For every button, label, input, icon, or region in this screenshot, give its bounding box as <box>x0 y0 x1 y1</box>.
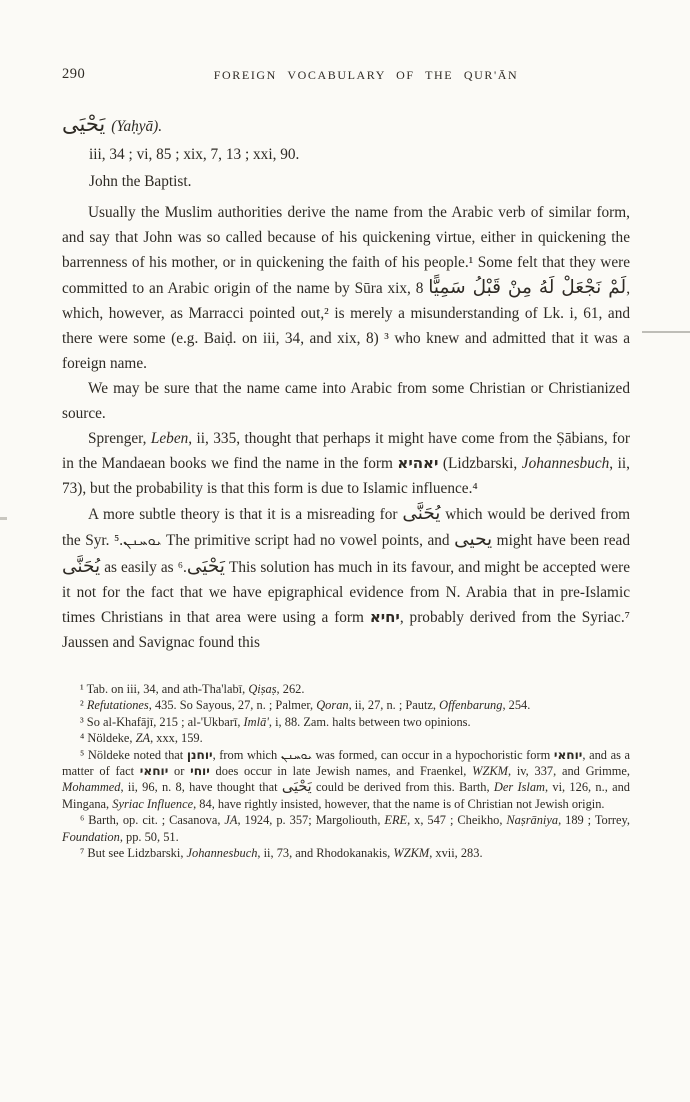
text-run: as easily as <box>100 559 178 576</box>
italic-text: WZKM <box>472 764 508 779</box>
running-title: FOREIGN VOCABULARY OF THE QUR'ĀN <box>213 68 519 82</box>
paragraph <box>62 426 630 501</box>
italic-text: Imlā' <box>243 714 269 729</box>
italic-text: JA <box>224 813 238 828</box>
paragraph <box>62 200 630 376</box>
italic-text: Syriac Influence <box>112 796 194 811</box>
text-run: , 1924, p. 357; Margoliouth, <box>237 813 385 828</box>
text-run: Usually the Muslim authorities derive the name from the Arabic verb of similar form, and say that John was so called because of his quickening virtue, either in quickening the barrenness of his mother, or in quickening the faith of his people.¹ Some felt that they were committed to an Arabic origin of the name by Sūra xix, 8 <box>62 204 630 297</box>
text-run: , probably derived from the Syriac.⁷ Jaussen and Savignac found this <box>62 609 630 651</box>
text-run: , ii, 335, thought that perhaps it might have come from the Ṣābians, for in the Mandaean books we find the name in the form <box>62 430 630 472</box>
text-run: , vi, 126, n., and Mingana, <box>62 780 630 811</box>
body-text <box>62 200 630 655</box>
text-run: , xvii, 283. <box>429 846 483 861</box>
text-run: (Lidzbarski, <box>438 455 522 472</box>
italic-text: Johannesbuch <box>521 455 610 472</box>
hebrew-word: יוחי <box>190 764 210 779</box>
page-number: 290 <box>62 66 86 82</box>
italic-text: Mohammed <box>62 780 121 795</box>
text-run: , ii, 73), but the probability is that this form is due to Islamic influence.⁴ <box>62 455 630 497</box>
italic-text: Refutationes <box>86 698 149 713</box>
scan-artifact-right-edge <box>642 331 690 333</box>
text-run: , iv, 337, and Grimme, <box>507 764 630 779</box>
text-run: , xxx, 159. <box>150 731 203 746</box>
text-run: ² <box>80 698 87 713</box>
text-run: was formed, can occur in a hypochoristic form <box>311 747 554 762</box>
footnote <box>62 812 630 845</box>
hebrew-word: יוחאי <box>553 747 583 762</box>
italic-text: Qoran <box>316 698 349 713</box>
book-page <box>62 66 630 861</box>
italic-text: Leben <box>150 430 189 447</box>
arabic-word: يَحْيَى <box>186 556 225 577</box>
text-run: We may be sure that the name came into Arabic from some Christian or Christianized source. <box>62 380 630 422</box>
text-run: ⁴ Nöldeke, <box>80 731 136 746</box>
entry-headword-transliteration: (Yaḥyā). <box>111 118 163 135</box>
arabic-word: لَمْ نَجْعَلْ لَهُ مِنْ قَبْلُ سَمِيًّا <box>428 277 627 298</box>
italic-text: Foundation <box>62 829 120 844</box>
italic-text: Offenbarung <box>439 698 503 713</box>
text-run: A more subtle theory is that it is a misreading for <box>88 506 403 523</box>
text-run: , from which <box>212 747 281 762</box>
text-run: , 262. <box>276 682 305 696</box>
paragraph <box>62 376 630 426</box>
footnotes <box>62 681 630 861</box>
italic-text: Johannesbuch <box>186 846 258 861</box>
arabic-word: يَحْيَى <box>281 779 312 796</box>
arabic-word: يُحَنَّى <box>402 503 441 524</box>
text-run: , ii, 73, and Rhodokanakis, <box>257 846 394 861</box>
scan-artifact-left-edge <box>0 517 7 520</box>
text-run: might have been read <box>492 532 630 549</box>
text-run: Sprenger, <box>88 430 151 447</box>
text-run: , 435. So Sayous, 27, n. ; Palmer, <box>148 698 317 713</box>
text-run: or <box>168 764 191 779</box>
footnote <box>62 747 630 813</box>
footnote <box>62 681 630 697</box>
syriac-word: ܝܘܚܢܢ <box>123 533 162 549</box>
text-run: , ii, 96, n. 8, have thought that <box>120 780 282 795</box>
text-run: does occur in late Jewish names, and Fraenkel, <box>209 764 473 779</box>
footnote <box>62 714 630 730</box>
italic-text: ZA <box>135 731 151 746</box>
hebrew-word: יאהיא <box>397 454 439 472</box>
text-run: ⁷ But see Lidzbarski, <box>80 846 187 861</box>
paragraph <box>62 501 630 655</box>
hebrew-word: יחיא <box>369 608 400 626</box>
entry-headword <box>62 112 630 136</box>
text-run: , ii, 27, n. ; Pautz, <box>348 698 440 713</box>
footnote <box>62 845 630 861</box>
text-run: , 189 ; Torrey, <box>558 813 630 828</box>
arabic-word: يحيى <box>454 529 493 550</box>
italic-text: WZKM <box>393 846 430 861</box>
text-run: , 254. <box>502 698 531 713</box>
text-run: ⁵ Nöldeke noted that <box>80 747 187 762</box>
entry-headword-arabic: يَحْيَى <box>62 112 106 136</box>
text-run: .⁵ The primitive script had no vowel points, and <box>113 532 455 549</box>
text-run: , pp. 50, 51. <box>119 829 179 844</box>
arabic-word: يُحَنَّى <box>62 556 101 577</box>
text-run: ⁶ Barth, op. cit. ; Casanova, <box>80 813 225 828</box>
italic-text: Der Islam <box>493 780 545 795</box>
hebrew-word: יוחאי <box>139 764 169 779</box>
entry-gloss: John the Baptist. <box>89 173 192 190</box>
entry-quran-references: iii, 34 ; vi, 85 ; xix, 7, 13 ; xxi, 90. <box>89 146 300 163</box>
text-run: , x, 547 ; Cheikho, <box>407 813 507 828</box>
text-run: ¹ Tab. on iii, 34, and ath-Tha'labī, <box>80 682 249 696</box>
italic-text: ERE <box>384 813 408 828</box>
text-run: which would be derived from the Syr. <box>62 506 630 549</box>
text-run: could be derived from this. Barth, <box>311 780 494 795</box>
text-run: , i, 88. Zam. halts between two opinions. <box>268 714 471 729</box>
text-run: , and as a matter of fact <box>62 747 630 779</box>
text-run: .⁶ This solution has much in its favour, and might be accepted were it not for the fact that we have epigraphical evidence from N. Arabia that in pre-Islamic times Christians in that area were using a form <box>62 559 630 626</box>
italic-text: Naṣrāniya <box>506 813 559 828</box>
page-header <box>62 66 630 86</box>
italic-text: Qiṣaṣ <box>248 682 277 696</box>
text-run: , 84, have rightly insisted, however, that the name is of Christian not Jewish origin. <box>193 796 605 811</box>
text-run: ³ So al-Khafājī, 215 ; al-'Ukbarī, <box>80 714 244 729</box>
hebrew-word: יוחנן <box>186 747 213 762</box>
footnote <box>62 730 630 746</box>
footnote <box>62 697 630 713</box>
syriac-word: ܝܘܚܢܢ <box>280 747 312 762</box>
text-run: , which, however, as Marracci pointed out,² is merely a misunderstanding of Lk. i, 61, and there were some (e.g. Baiḍ. on iii, 34, and xix, 8) ³ who knew and admitted that it was a foreign name. <box>62 280 631 372</box>
